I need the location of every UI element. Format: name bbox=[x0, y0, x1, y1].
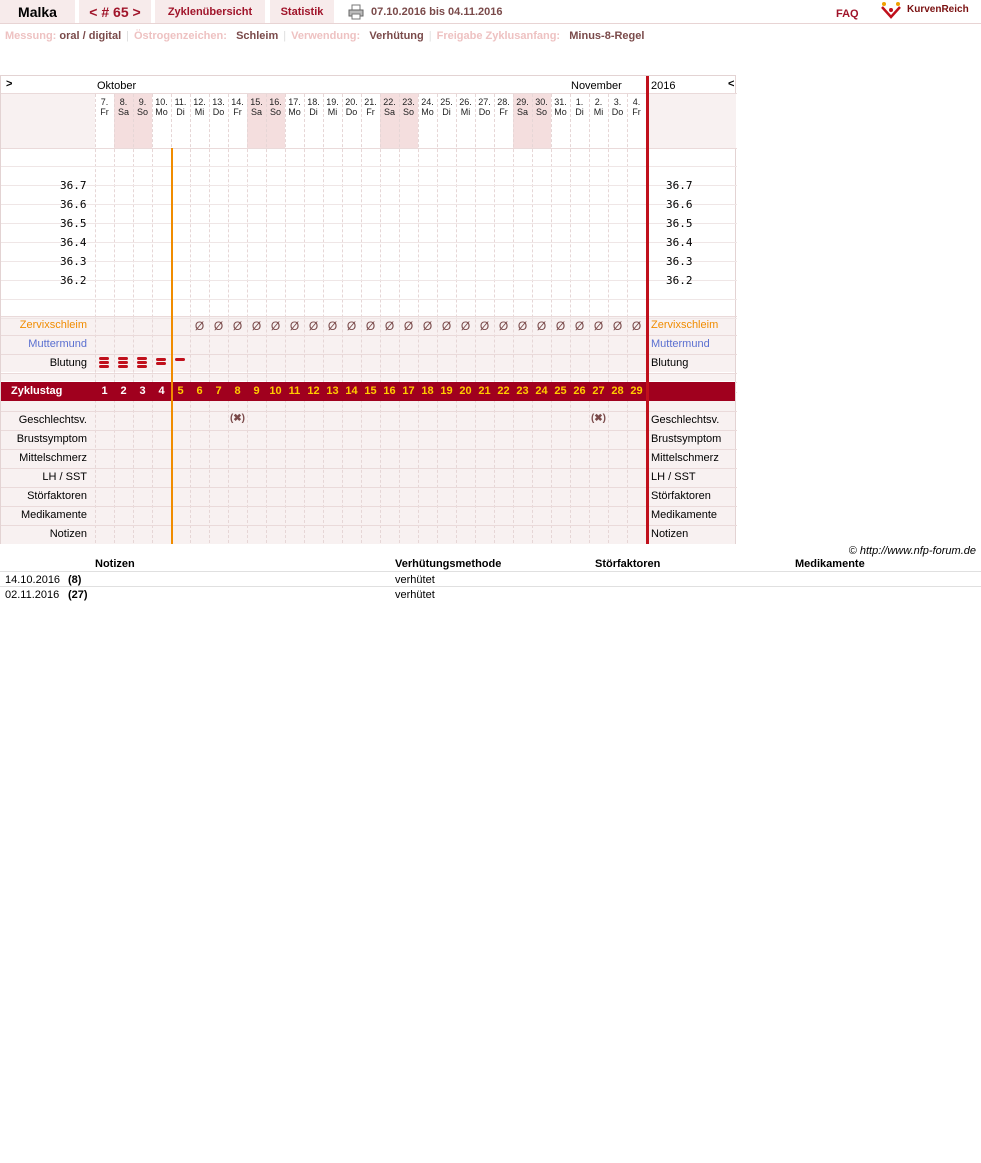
table-row-method: verhütet bbox=[395, 574, 435, 586]
day-number: 28. bbox=[497, 97, 510, 107]
day-weekday: So bbox=[136, 107, 148, 117]
grid-hline bbox=[1, 506, 737, 507]
day-number: 22. bbox=[383, 97, 396, 107]
cervix-symbol: Ø bbox=[403, 319, 414, 333]
cervix-symbol: Ø bbox=[384, 319, 395, 333]
cycle-chart bbox=[0, 75, 736, 544]
day-weekday: Mi bbox=[460, 107, 471, 117]
bleeding-mark bbox=[99, 365, 109, 368]
day-number: 24. bbox=[421, 97, 434, 107]
day-number: 2. bbox=[594, 97, 603, 107]
day-weekday: Fr bbox=[632, 107, 641, 117]
day-number: 3. bbox=[613, 97, 622, 107]
temp-label-left: 36.7 bbox=[60, 179, 87, 192]
logo-text[interactable]: KurvenReich bbox=[907, 4, 969, 15]
cervix-symbol: Ø bbox=[365, 319, 376, 333]
notes-divider bbox=[0, 571, 981, 572]
temp-label-right: 36.5 bbox=[666, 217, 693, 230]
day-number: 21. bbox=[364, 97, 377, 107]
chart-nav-left[interactable]: > bbox=[6, 78, 13, 90]
row-label-intercourse-right: Geschlechtsv. bbox=[651, 414, 720, 426]
cycle-day-number: 6 bbox=[196, 385, 203, 397]
day-number: 23. bbox=[402, 97, 415, 107]
day-number: 15. bbox=[250, 97, 263, 107]
cervix-symbol: Ø bbox=[498, 319, 509, 333]
cervix-symbol: Ø bbox=[346, 319, 357, 333]
grid-hline bbox=[1, 242, 737, 243]
day-weekday: So bbox=[535, 107, 547, 117]
copyright: © http://www.nfp-forum.de bbox=[848, 545, 976, 557]
tab-statistik[interactable]: Statistik bbox=[270, 0, 334, 23]
row-label-lh: LH / SST bbox=[42, 471, 87, 483]
bleeding-mark bbox=[118, 357, 128, 360]
day-number: 18. bbox=[307, 97, 320, 107]
temp-label-right: 36.4 bbox=[666, 236, 693, 249]
header-divider bbox=[0, 23, 981, 24]
temp-label-left: 36.3 bbox=[60, 255, 87, 268]
row-label-intercourse: Geschlechtsv. bbox=[18, 414, 87, 426]
day-weekday: Di bbox=[176, 107, 185, 117]
day-number: 4. bbox=[632, 97, 641, 107]
row-bg bbox=[1, 449, 735, 468]
day-weekday: Sa bbox=[117, 107, 129, 117]
notes-header-disturb: Störfaktoren bbox=[595, 558, 661, 570]
day-number: 10. bbox=[155, 97, 168, 107]
bleeding-mark bbox=[137, 361, 147, 364]
row-label-meds-right: Medikamente bbox=[651, 509, 718, 521]
cervix-symbol: Ø bbox=[213, 319, 224, 333]
date-range: 07.10.2016 bis 04.11.2016 bbox=[371, 6, 503, 18]
cycle-day-number: 22 bbox=[497, 385, 510, 397]
row-label-cycleday: Zyklustag bbox=[11, 385, 63, 397]
day-weekday: Fr bbox=[100, 107, 109, 117]
row-label-bleeding-right: Blutung bbox=[651, 357, 689, 369]
day-number: 19. bbox=[326, 97, 339, 107]
cervix-symbol: Ø bbox=[251, 319, 262, 333]
row-label-midpain-right: Mittelschmerz bbox=[651, 452, 719, 464]
day-number: 7. bbox=[100, 97, 109, 107]
cervix-symbol: Ø bbox=[612, 319, 623, 333]
grid-hline bbox=[1, 166, 737, 167]
printer-icon[interactable] bbox=[348, 4, 364, 20]
day-weekday: Di bbox=[309, 107, 318, 117]
cycle-day-number: 8 bbox=[234, 385, 241, 397]
bleeding-mark bbox=[137, 357, 147, 360]
right-column-bg bbox=[647, 94, 736, 148]
cycle-day-number: 25 bbox=[554, 385, 567, 397]
grid-hline bbox=[1, 204, 737, 205]
day-weekday: Mo bbox=[554, 107, 567, 117]
day-number: 27. bbox=[478, 97, 491, 107]
cycle-day-number: 14 bbox=[345, 385, 358, 397]
day-weekday: Sa bbox=[250, 107, 262, 117]
cervix-symbol: Ø bbox=[593, 319, 604, 333]
day-weekday: Fr bbox=[233, 107, 242, 117]
table-row-date: 02.11.2016 bbox=[5, 589, 60, 601]
cycle-day-number: 28 bbox=[611, 385, 624, 397]
temp-label-right: 36.6 bbox=[666, 198, 693, 211]
row-bg bbox=[1, 373, 735, 381]
day-weekday: Do bbox=[478, 107, 491, 117]
cervix-symbol: Ø bbox=[327, 319, 338, 333]
day-weekday: Di bbox=[575, 107, 584, 117]
row-label-notes: Notizen bbox=[49, 528, 87, 540]
tab-zyklenuebersicht[interactable]: Zyklenübersicht bbox=[155, 0, 265, 23]
bleeding-mark bbox=[156, 362, 166, 365]
row-label-notes-right: Notizen bbox=[651, 528, 689, 540]
faq-link[interactable]: FAQ bbox=[836, 8, 859, 20]
cycle-day-number: 27 bbox=[592, 385, 605, 397]
day-weekday: Do bbox=[345, 107, 358, 117]
grid-hline bbox=[1, 411, 737, 412]
grid-hline bbox=[1, 223, 737, 224]
grid-hline bbox=[1, 261, 737, 262]
cervix-symbol: Ø bbox=[194, 319, 205, 333]
day-number: 29. bbox=[516, 97, 529, 107]
day-weekday: Mo bbox=[288, 107, 301, 117]
grid-hline bbox=[1, 468, 737, 469]
grid-hline bbox=[1, 525, 737, 526]
day-weekday: Fr bbox=[499, 107, 508, 117]
temp-label-left: 36.6 bbox=[60, 198, 87, 211]
cycle-end-line bbox=[646, 76, 649, 544]
meta-row: Messung: oral / digital | Östrogenzeichen: Schleim | Verwendung: Verhütung | Freigabe Zyklusanfang: Minus-8-Regel bbox=[5, 30, 645, 42]
day-weekday: Di bbox=[442, 107, 451, 117]
cycle-day-number: 19 bbox=[440, 385, 453, 397]
bleeding-mark bbox=[137, 365, 147, 368]
temp-label-left: 36.2 bbox=[60, 274, 87, 287]
cycle-day-number: 15 bbox=[364, 385, 377, 397]
row-bg bbox=[1, 430, 735, 449]
day-weekday: Sa bbox=[383, 107, 395, 117]
cycle-day-number: 23 bbox=[516, 385, 529, 397]
grid-hline bbox=[1, 299, 737, 300]
table-row-date: 14.10.2016 bbox=[5, 574, 61, 586]
cycle-day-number: 5 bbox=[177, 385, 184, 397]
notes-header-meds: Medikamente bbox=[795, 558, 865, 570]
table-row-day: (27) bbox=[68, 589, 88, 601]
notes-header-method: Verhütungsmethode bbox=[395, 558, 502, 570]
row-label-breast-right: Brustsymptom bbox=[651, 433, 722, 445]
day-number: 14. bbox=[231, 97, 244, 107]
row-label-mouth: Muttermund bbox=[28, 338, 87, 350]
day-number: 30. bbox=[535, 97, 548, 107]
day-number: 17. bbox=[288, 97, 301, 107]
day-number: 9. bbox=[138, 97, 147, 107]
row-label-midpain: Mittelschmerz bbox=[19, 452, 87, 464]
grid-hline bbox=[1, 373, 737, 374]
day-number: 11. bbox=[174, 97, 187, 107]
row-label-bleeding: Blutung bbox=[49, 357, 87, 369]
grid-hline bbox=[1, 449, 737, 450]
row-bg bbox=[1, 411, 735, 430]
cycle-start-line bbox=[171, 148, 173, 544]
bleeding-mark bbox=[156, 358, 166, 361]
day-number: 13. bbox=[212, 97, 225, 107]
month-label-nov: November bbox=[571, 80, 622, 92]
day-weekday: Fr bbox=[366, 107, 375, 117]
row-bg bbox=[1, 525, 735, 544]
bleeding-mark bbox=[99, 361, 109, 364]
grid-hline bbox=[1, 280, 737, 281]
row-bg bbox=[1, 487, 735, 506]
day-weekday: Do bbox=[611, 107, 624, 117]
day-number: 26. bbox=[459, 97, 472, 107]
cervix-symbol: Ø bbox=[232, 319, 243, 333]
cycle-nav[interactable]: < # 65 > bbox=[79, 0, 151, 23]
day-weekday: Mi bbox=[593, 107, 604, 117]
cervix-symbol: Ø bbox=[536, 319, 547, 333]
year-label: 2016 bbox=[651, 80, 676, 92]
cycle-day-number: 21 bbox=[478, 385, 491, 397]
row-label-disturb-right: Störfaktoren bbox=[651, 490, 711, 502]
temp-label-right: 36.3 bbox=[666, 255, 693, 268]
row-bg bbox=[1, 354, 735, 372]
notes-header-notizen: Notizen bbox=[95, 558, 135, 570]
row-bg bbox=[1, 335, 735, 354]
cycle-day-number: 2 bbox=[120, 385, 127, 397]
cervix-symbol: Ø bbox=[441, 319, 452, 333]
row-label-lh-right: LH / SST bbox=[651, 471, 696, 483]
day-weekday: Mo bbox=[155, 107, 168, 117]
row-label-breast: Brustsymptom bbox=[16, 433, 87, 445]
day-weekday: So bbox=[269, 107, 281, 117]
cycle-day-number: 16 bbox=[383, 385, 396, 397]
label-column-bg bbox=[1, 94, 95, 148]
grid-hline bbox=[1, 148, 737, 149]
grid-hline bbox=[1, 430, 737, 431]
month-label-oct: Oktober bbox=[97, 80, 137, 92]
day-number: 31. bbox=[554, 97, 567, 107]
day-number: 20. bbox=[345, 97, 358, 107]
day-weekday: Sa bbox=[516, 107, 528, 117]
day-number: 25. bbox=[440, 97, 453, 107]
cervix-symbol: Ø bbox=[479, 319, 490, 333]
cervix-symbol: Ø bbox=[308, 319, 319, 333]
day-weekday: Mi bbox=[194, 107, 205, 117]
row-label-cervix-right: Zervixschleim bbox=[651, 319, 719, 331]
table-row-method: verhütet bbox=[395, 589, 435, 601]
cycle-day-number: 29 bbox=[630, 385, 643, 397]
row-label-cervix: Zervixschleim bbox=[19, 319, 87, 331]
temp-label-left: 36.4 bbox=[60, 236, 87, 249]
cycle-day-number: 18 bbox=[421, 385, 434, 397]
chart-nav-right[interactable]: < bbox=[728, 78, 735, 90]
cycle-day-number: 12 bbox=[307, 385, 320, 397]
day-number: 1. bbox=[575, 97, 584, 107]
cervix-symbol: Ø bbox=[460, 319, 471, 333]
cycle-day-number: 4 bbox=[158, 385, 165, 397]
day-number: 8. bbox=[119, 97, 128, 107]
bleeding-mark bbox=[99, 357, 109, 360]
row-label-meds: Medikamente bbox=[20, 509, 87, 521]
day-weekday: Mo bbox=[421, 107, 434, 117]
logo-icon bbox=[880, 1, 902, 19]
cervix-symbol: Ø bbox=[289, 319, 300, 333]
cycle-day-number: 20 bbox=[459, 385, 472, 397]
cycle-day-number: 11 bbox=[288, 385, 301, 397]
cycle-day-number: 7 bbox=[215, 385, 222, 397]
row-bg bbox=[1, 468, 735, 487]
day-weekday: So bbox=[402, 107, 414, 117]
temp-label-right: 36.7 bbox=[666, 179, 693, 192]
cervix-symbol: Ø bbox=[270, 319, 281, 333]
cervix-symbol: Ø bbox=[555, 319, 566, 333]
cycle-day-number: 17 bbox=[402, 385, 415, 397]
grid-hline bbox=[1, 316, 737, 317]
cycle-day-number: 3 bbox=[139, 385, 146, 397]
bleeding-mark bbox=[175, 358, 185, 361]
cervix-symbol: Ø bbox=[517, 319, 528, 333]
grid-hline bbox=[1, 93, 737, 94]
row-label-mouth-right: Muttermund bbox=[651, 338, 710, 350]
cycle-day-number: 1 bbox=[101, 385, 108, 397]
intercourse-mark: (✖) bbox=[590, 413, 607, 424]
temp-label-left: 36.5 bbox=[60, 217, 87, 230]
grid-hline bbox=[1, 185, 737, 186]
cycle-day-number: 9 bbox=[253, 385, 260, 397]
cycle-day-number: 26 bbox=[573, 385, 586, 397]
cervix-symbol: Ø bbox=[422, 319, 433, 333]
row-label-disturb: Störfaktoren bbox=[27, 490, 87, 502]
table-row-day: (8) bbox=[68, 574, 82, 586]
temp-label-right: 36.2 bbox=[666, 274, 693, 287]
bleeding-mark bbox=[118, 365, 128, 368]
row-bg bbox=[1, 506, 735, 525]
notes-divider bbox=[0, 586, 981, 587]
cycle-day-number: 24 bbox=[535, 385, 548, 397]
cervix-symbol: Ø bbox=[574, 319, 585, 333]
bleeding-mark bbox=[118, 361, 128, 364]
grid-hline bbox=[1, 354, 737, 355]
intercourse-mark: (✖) bbox=[229, 413, 246, 424]
cycle-day-number: 13 bbox=[326, 385, 339, 397]
day-number: 12. bbox=[193, 97, 206, 107]
day-weekday: Do bbox=[212, 107, 225, 117]
user-tab[interactable]: Malka bbox=[0, 0, 75, 23]
cycle-day-number: 10 bbox=[269, 385, 282, 397]
day-weekday: Mi bbox=[327, 107, 338, 117]
grid-hline bbox=[1, 335, 737, 336]
day-number: 16. bbox=[269, 97, 282, 107]
cervix-symbol: Ø bbox=[631, 319, 642, 333]
grid-hline bbox=[1, 487, 737, 488]
